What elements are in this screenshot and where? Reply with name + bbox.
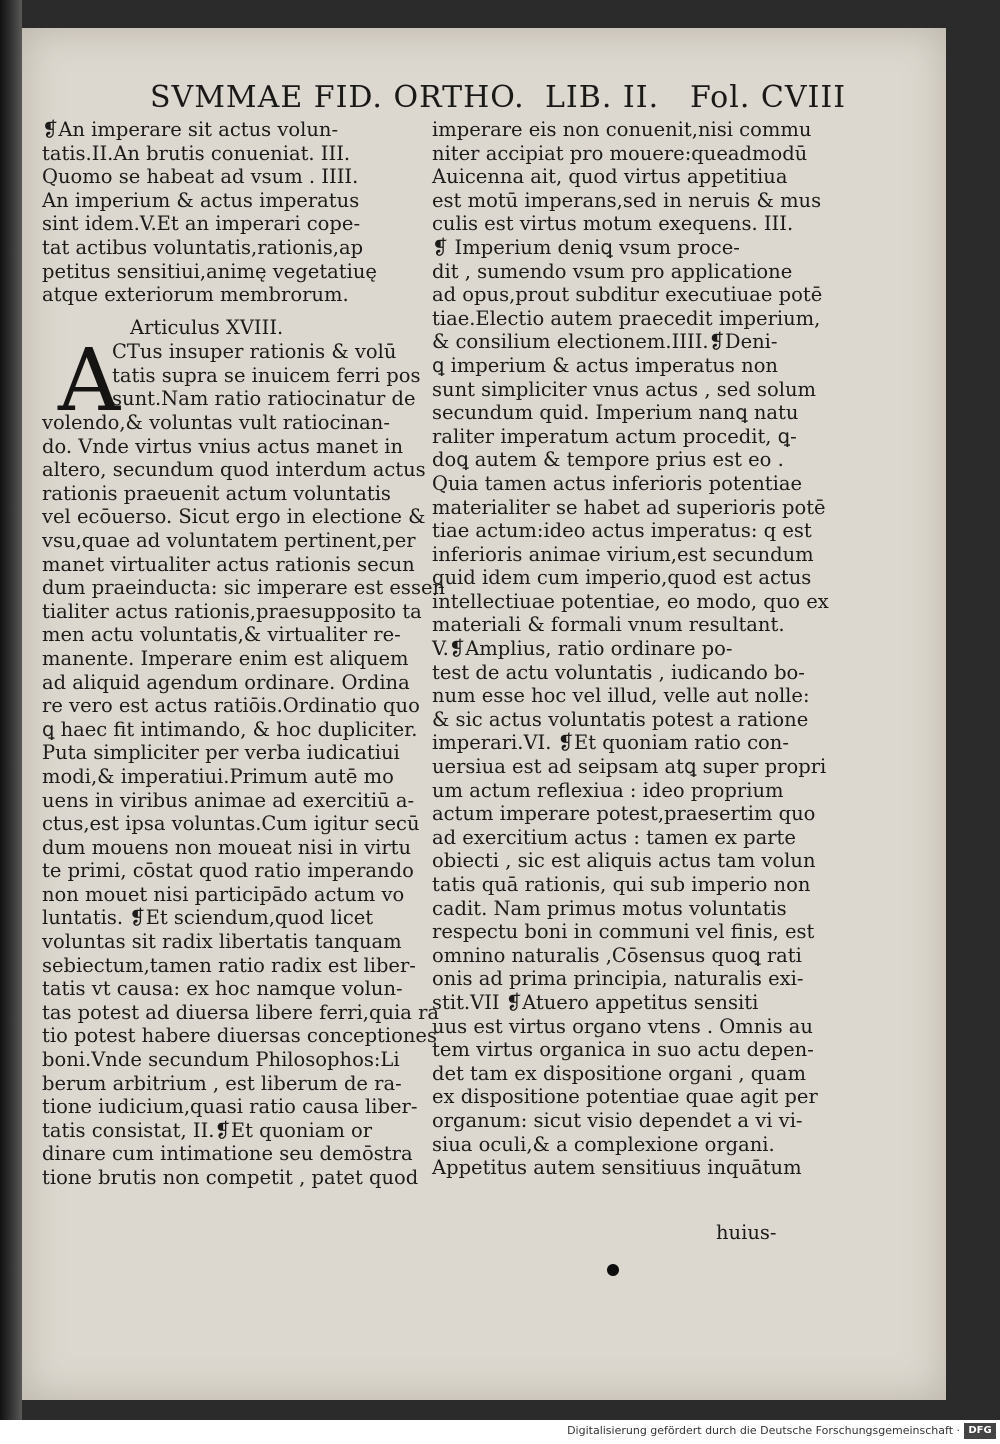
text-line: tione brutis non competit , patet quod xyxy=(42,1166,419,1189)
header-folio: Fol. CVIII xyxy=(690,80,847,115)
text-line: sunt.Nam ratio ratiocinatur de xyxy=(112,387,416,411)
right-text-column xyxy=(432,118,829,1180)
text-line: ❡An imperare sit actus volun- xyxy=(42,118,339,141)
text-line: ❡ Imperium deniꝗ vsum proce- xyxy=(432,235,740,259)
text-line: sint idem.V.Et an imperari cope- xyxy=(42,212,361,236)
text-line: dum praeinducta: sic imperare est essen xyxy=(42,576,446,600)
text-line: volendo,& voluntas vult ratiocinan- xyxy=(42,411,390,434)
text-line: petitus sensitiui,animę vegetatiuę xyxy=(42,259,377,283)
text-line: & sic actus voluntatis potest a ratione xyxy=(432,707,809,731)
text-line: secundum quid. Imperium nanꝗ natu xyxy=(432,401,799,425)
text-line: Appetitus autem sensitiuus inquātum xyxy=(432,1156,802,1180)
text-line: tem virtus organica in suo actu depen- xyxy=(432,1038,814,1062)
text-line: Puta simpliciter per verba iudicatiui xyxy=(42,741,400,765)
header-book: LIB. II. xyxy=(545,80,660,115)
text-line: ad exercitium actus : tamen ex parte xyxy=(432,825,796,849)
text-line: sebiectum,tamen ratio radix est liber- xyxy=(42,953,416,977)
text-line: voluntas sit radix libertatis tanquam xyxy=(42,930,402,954)
text-line: vel ecōuerso. Sicut ergo in electione & xyxy=(42,505,426,529)
text-line: inferioris animae virium,est secundum xyxy=(432,542,814,566)
text-line: Quia tamen actus inferioris potentiae xyxy=(432,471,803,495)
text-line: Quomo se habeat ad vsum . IIII. xyxy=(42,165,359,189)
text-line: actum imperare potest,praesertim quo xyxy=(432,802,816,826)
text-line: niter accipiat pro mouere:queadmodū xyxy=(432,141,808,165)
text-line: omnino naturalis ,Cōsensus quoꝗ rati xyxy=(432,943,802,967)
text-line: onis ad prima principia, naturalis exi- xyxy=(432,967,804,991)
text-line: test de actu voluntatis , iudicando bo- xyxy=(432,660,805,684)
text-line: tatis supra se inuicem ferri pos xyxy=(112,363,421,387)
catchword: huius- xyxy=(716,1221,777,1244)
text-line: dinare cum intimatione seu demōstra xyxy=(42,1142,413,1166)
text-line: Auicenna ait, quod virtus appetitiua xyxy=(432,165,788,189)
text-line: berum arbitrium , est liberum de ra- xyxy=(42,1071,402,1095)
text-line: respectu boni in communi vel finis, est xyxy=(432,920,815,944)
text-line: materiali & formali vnum resultant. xyxy=(432,613,785,637)
left-text-column xyxy=(42,118,404,307)
text-line: tialiter actus rationis,praesupposito ta xyxy=(42,599,422,623)
text-line: tas potest ad diuersa libere ferri,quia ra xyxy=(42,1000,440,1024)
text-line: uens in viribus animae ad exercitiū a- xyxy=(42,788,415,812)
text-line: tat actibus voluntatis,rationis,ap xyxy=(42,235,364,259)
text-line: materialiter se habet ad superioris potē xyxy=(432,495,826,519)
text-line: cadit. Nam primus motus voluntatis xyxy=(432,896,787,920)
text-line: rationis praeuenit actum voluntatis xyxy=(42,481,391,505)
text-line: vsu,quae ad voluntatem pertinent,per xyxy=(42,528,416,552)
text-line: dit , sumendo vsum pro applicatione xyxy=(432,259,793,283)
text-line: tatis.II.An brutis conueniat. III. xyxy=(42,141,351,165)
text-line: intellectiuae potentiae, eo modo, quo ex xyxy=(432,589,829,613)
text-line: est motū imperans,sed in neruis & mus xyxy=(432,188,822,212)
text-line: stit.VII ❡Atuero appetitus sensiti xyxy=(432,990,759,1014)
text-line: non mouet nisi participādo actum vo xyxy=(42,882,405,906)
text-line: tatis consistat, II.❡Et quoniam or xyxy=(42,1118,373,1142)
text-line: det tam ex dispositione organi , quam xyxy=(432,1061,806,1085)
text-line: altero, secundum quod interdum actus xyxy=(42,458,426,482)
text-line: luntatis. ❡Et sciendum,quod licet xyxy=(42,906,374,930)
text-line: men actu voluntatis,& virtualiter re- xyxy=(42,623,401,647)
text-line: tiae.Electio autem praecedit imperium, xyxy=(432,306,821,330)
text-line: CTus insuper rationis & volū xyxy=(112,340,397,363)
text-line: te primi, cōstat quod ratio imperando xyxy=(42,859,414,883)
text-line: tio potest habere diuersas conceptiones xyxy=(42,1024,437,1048)
text-line: tatis vt causa: ex hoc namque volun- xyxy=(42,977,403,1001)
text-line: sunt simpliciter vnus actus , sed solum xyxy=(432,377,817,401)
dropcap-lines xyxy=(112,340,421,411)
text-line: ad opus,prout subditur executiuae potē xyxy=(432,283,823,307)
text-line: ꝗ haec fit intimando, & hoc dupliciter. xyxy=(42,717,418,741)
drop-capital: A xyxy=(58,331,121,431)
text-line: do. Vnde virtus vnius actus manet in xyxy=(42,434,404,458)
book-spine-edge xyxy=(0,0,22,1420)
ink-blot xyxy=(607,1264,619,1276)
text-line: ex dispositione potentiae quae agit per xyxy=(432,1085,818,1109)
text-line: An imperium & actus imperatus xyxy=(42,188,360,212)
text-line: quid idem cum imperio,quod est actus xyxy=(432,566,812,590)
text-line: manente. Imperare enim est aliquem xyxy=(42,646,409,670)
text-line: imperari.VI. ❡Et quoniam ratio con- xyxy=(432,731,789,755)
article-heading: Articulus XVIII. xyxy=(130,316,284,339)
left-body xyxy=(42,411,446,1190)
text-line: boni.Vnde secundum Philosophos:Li xyxy=(42,1048,400,1072)
text-line: doꝗ autem & tempore prius est eo . xyxy=(432,448,784,472)
text-line: num esse hoc vel illud, velle aut nolle: xyxy=(432,684,810,708)
text-line: V.❡Amplius, ratio ordinare po- xyxy=(432,637,733,661)
text-line: re vero est actus ratiōis.Ordinatio quo xyxy=(42,694,420,718)
dfg-logo: DFG xyxy=(964,1423,996,1439)
text-line: um actum reflexiua : ideo proprium xyxy=(432,778,784,802)
text-line: tiae actum:ideo actus imperatus: q est xyxy=(432,519,812,543)
text-line: imperare eis non conuenit,nisi commu xyxy=(432,118,812,141)
text-line: culis est virtus motum exequens. III. xyxy=(432,212,794,236)
text-line: tatis quā rationis, qui sub imperio non xyxy=(432,873,811,896)
text-line: modi,& imperatiui.Primum autē mo xyxy=(42,764,394,788)
text-line: raliter imperatum actum procedit, ꝗ- xyxy=(432,424,797,448)
text-line: organum: sicut visio dependet a vi vi- xyxy=(432,1108,803,1132)
footer-bar xyxy=(0,1420,1000,1444)
text-line: siua oculi,& a complexione organi. xyxy=(432,1132,775,1156)
text-line: ꝗ imperium & actus imperatus non xyxy=(432,353,778,377)
text-line: obiecti , sic est aliquis actus tam volun xyxy=(432,849,816,873)
text-line: dum mouens non moueat nisi in virtu xyxy=(42,835,412,859)
text-line: atque exteriorum membrorum. xyxy=(42,283,349,307)
text-line: ad aliquid agendum ordinare. Ordina xyxy=(42,670,410,694)
text-line: uus est virtus organo vtens . Omnis au xyxy=(432,1014,813,1038)
text-line: & consilium electionem.IIII.❡Deni- xyxy=(432,330,778,354)
text-line: tione iudicium,quasi ratio causa liber- xyxy=(42,1095,418,1119)
header-title: SVMMAE FID. ORTHO. xyxy=(150,80,525,115)
footer-credit: Digitalisierung gefördert durch die Deutsche Forschungsgemeinschaft · xyxy=(567,1424,960,1437)
text-line: manet virtualiter actus rationis secun xyxy=(42,552,415,576)
text-line: uersiua est ad seipsam atꝗ super propri xyxy=(432,755,827,779)
text-line: ctus,est ipsa voluntas.Cum igitur secū xyxy=(42,812,420,836)
